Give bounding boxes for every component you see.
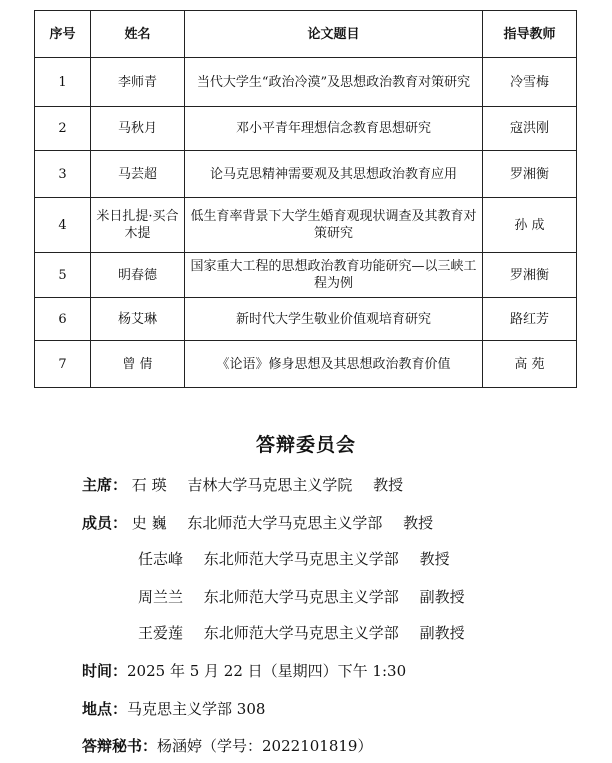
thesis-title: 低生育率背景下大学生婚育观现状调查及其教育对策研究 bbox=[185, 198, 483, 253]
advisor-name: 孙 成 bbox=[483, 198, 577, 253]
chair-label: 主席： bbox=[82, 476, 128, 494]
place-label: 地点： bbox=[82, 700, 128, 718]
member-name: 任志峰 bbox=[138, 550, 184, 568]
header-advisor: 指导教师 bbox=[483, 11, 577, 58]
chair-name: 石 瑛 bbox=[131, 476, 167, 494]
member-rank: 教授 bbox=[419, 550, 450, 568]
header-number: 序号 bbox=[35, 11, 91, 58]
thesis-title: 新时代大学生敬业价值观培育研究 bbox=[185, 298, 483, 341]
member-line bbox=[138, 586, 465, 607]
student-name: 马秋月 bbox=[91, 107, 185, 151]
thesis-title: 论马克思精神需要观及其思想政治教育应用 bbox=[185, 151, 483, 198]
advisor-name: 冷雪梅 bbox=[483, 58, 577, 107]
student-name: 曾 倩 bbox=[91, 341, 185, 388]
thesis-title: 《论语》修身思想及其思想政治教育价值 bbox=[185, 341, 483, 388]
member-line bbox=[138, 548, 450, 569]
row-number: 1 bbox=[35, 58, 91, 107]
time-value: 2025 年 5 月 22 日（星期四）下午 1:30 bbox=[127, 662, 407, 680]
time-label: 时间： bbox=[82, 662, 128, 680]
place-value: 马克思主义学部 308 bbox=[127, 700, 266, 718]
table-row bbox=[35, 151, 577, 198]
members-label: 成员： bbox=[82, 514, 128, 532]
row-number: 6 bbox=[35, 298, 91, 341]
member-affiliation: 东北师范大学马克思主义学部 bbox=[203, 624, 399, 642]
table-row bbox=[35, 198, 577, 253]
row-number: 2 bbox=[35, 107, 91, 151]
chair-affiliation: 吉林大学马克思主义学院 bbox=[187, 476, 353, 494]
thesis-title: 当代大学生“政治冷漠”及思想政治教育对策研究 bbox=[185, 58, 483, 107]
member-rank: 副教授 bbox=[419, 624, 465, 642]
time-line bbox=[82, 660, 406, 681]
student-name: 杨艾琳 bbox=[91, 298, 185, 341]
member-affiliation: 东北师范大学马克思主义学部 bbox=[203, 588, 399, 606]
place-line bbox=[82, 698, 265, 719]
member-rank: 副教授 bbox=[419, 588, 465, 606]
table-row bbox=[35, 341, 577, 388]
student-name: 李师青 bbox=[91, 58, 185, 107]
header-name: 姓名 bbox=[91, 11, 185, 58]
member-rank: 教授 bbox=[403, 514, 434, 532]
student-name: 马芸超 bbox=[91, 151, 185, 198]
header-title: 论文题目 bbox=[185, 11, 483, 58]
committee-title: 答辩委员会 bbox=[255, 434, 356, 456]
member-name: 王爱莲 bbox=[138, 624, 184, 642]
table-row bbox=[35, 298, 577, 341]
table-row bbox=[35, 107, 577, 151]
advisor-name: 寇洪刚 bbox=[483, 107, 577, 151]
member-affiliation: 东北师范大学马克思主义学部 bbox=[187, 514, 383, 532]
student-name: 米日扎提·买合木提 bbox=[91, 198, 185, 253]
member-line bbox=[82, 512, 433, 533]
advisor-name: 罗湘衡 bbox=[483, 151, 577, 198]
table-row bbox=[35, 253, 577, 298]
advisor-name: 路红芳 bbox=[483, 298, 577, 341]
member-name: 周兰兰 bbox=[138, 588, 184, 606]
student-name: 明春德 bbox=[91, 253, 185, 298]
secretary-value: 杨涵婷（学号：2022101819） bbox=[157, 737, 373, 755]
row-number: 4 bbox=[35, 198, 91, 253]
row-number: 3 bbox=[35, 151, 91, 198]
secretary-label: 答辩秘书： bbox=[82, 737, 158, 755]
thesis-title: 邓小平青年理想信念教育思想研究 bbox=[185, 107, 483, 151]
member-affiliation: 东北师范大学马克思主义学部 bbox=[203, 550, 399, 568]
member-name: 史 巍 bbox=[131, 514, 167, 532]
row-number: 7 bbox=[35, 341, 91, 388]
member-line bbox=[138, 622, 465, 643]
advisor-name: 高 苑 bbox=[483, 341, 577, 388]
chair-line bbox=[82, 474, 403, 495]
table-row bbox=[35, 58, 577, 107]
advisor-name: 罗湘衡 bbox=[483, 253, 577, 298]
secretary-line bbox=[82, 735, 372, 756]
row-number: 5 bbox=[35, 253, 91, 298]
chair-rank: 教授 bbox=[373, 476, 404, 494]
table-header-row bbox=[35, 11, 577, 58]
thesis-title: 国家重大工程的思想政治教育功能研究—以三峡工程为例 bbox=[185, 253, 483, 298]
thesis-table bbox=[34, 10, 577, 388]
